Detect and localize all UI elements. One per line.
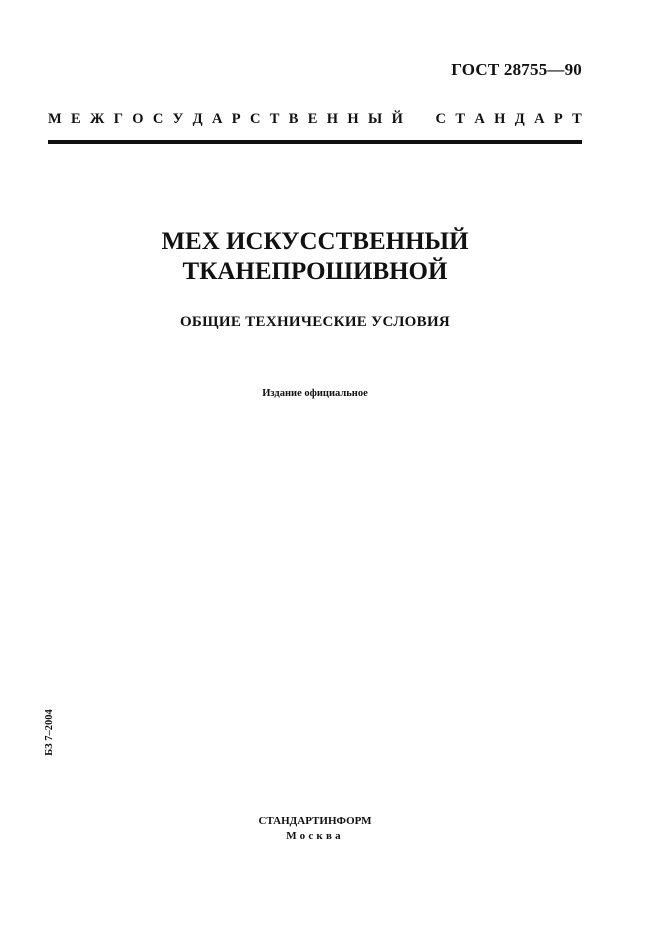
heading-letter: С [152,111,164,127]
heading-letter: У [172,111,184,127]
heading-letter: Е [71,111,81,127]
heading-letter: Ж [90,111,105,127]
heading-letter: Й [391,111,403,127]
document-title-line-1: МЕХ ИСКУССТВЕННЫЙ [161,228,469,255]
document-title-line-2: ТКАНЕПРОШИВНОЙ [182,258,448,285]
heading-letter: Н [326,111,339,127]
heading-letter: А [534,111,545,127]
heading-letter: Т [269,111,280,127]
heading-letter: Н [494,111,506,127]
edition-label: Издание официальное [262,388,368,399]
heading-letter: Т [455,111,465,127]
heading-letter: В [288,111,299,127]
heading-letter: Г [113,111,123,127]
catalog-code-text: БЗ 7–2004 [43,708,55,756]
heading-letter: Т [572,111,582,127]
header-rule [48,140,582,144]
heading-letter: Р [553,111,563,127]
gost-number: ГОСТ 28755—90 [451,60,582,79]
publisher-name: СТАНДАРТИНФОРМ [258,815,372,827]
catalog-code [41,704,57,760]
publisher-city: Москва [286,830,344,842]
heading-letter: Ы [368,111,383,127]
heading-letter: А [474,111,485,127]
heading-letter: Е [307,111,318,127]
word-gap [412,111,426,128]
heading-letter: Д [192,111,203,127]
standard-type-heading [48,111,582,128]
heading-letter: А [211,111,223,127]
heading-letter: Р [231,111,241,127]
heading-letter: Д [514,111,525,127]
document-title [0,227,630,287]
heading-letter: С [249,111,261,127]
document-subtitle: ОБЩИЕ ТЕХНИЧЕСКИЕ УСЛОВИЯ [179,314,451,330]
heading-letter: М [48,111,62,127]
heading-letter: О [132,111,144,127]
heading-letter: С [435,111,446,127]
heading-letter: Н [347,111,359,127]
